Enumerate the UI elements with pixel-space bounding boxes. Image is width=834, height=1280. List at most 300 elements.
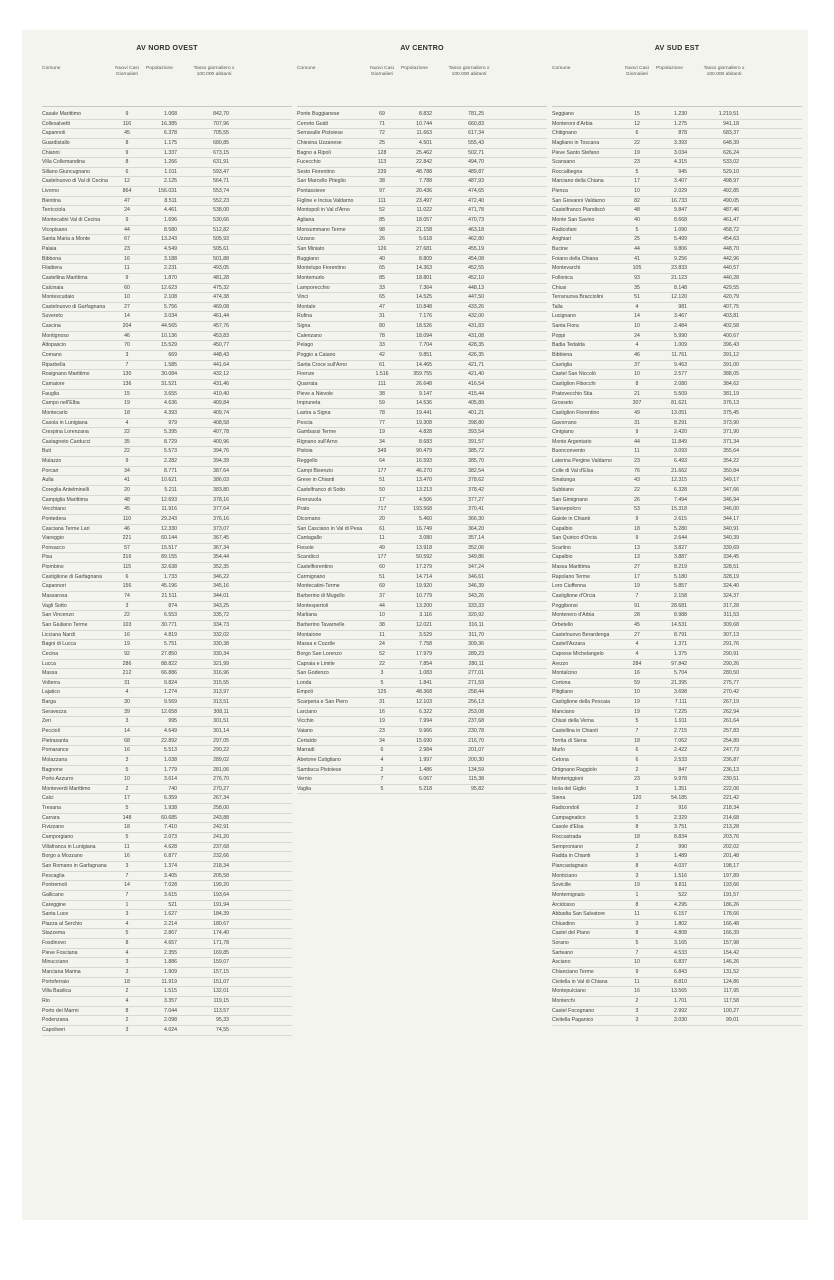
cell-nuovi-casi: 9 — [125, 217, 129, 224]
cell-tasso: 564,71 — [213, 178, 229, 185]
cell-popolazione: 1.266 — [164, 159, 177, 166]
cell-popolazione: 5.704 — [674, 670, 687, 677]
cell-tasso: 146,26 — [723, 959, 739, 966]
cell-tasso: 552,23 — [213, 197, 229, 204]
cell-tasso: 461,47 — [723, 217, 739, 224]
cell-nuovi-casi: 14 — [634, 313, 640, 320]
cell-tasso: 180,67 — [213, 920, 229, 927]
cell-comune: Licciana Nardi — [42, 631, 75, 638]
table-row — [42, 534, 292, 544]
cell-tasso: 354,44 — [213, 554, 229, 561]
cell-nuovi-casi: 68 — [124, 737, 130, 744]
cell-nuovi-casi: 34 — [379, 737, 385, 744]
cell-comune: Firenzuola — [297, 496, 322, 503]
cell-nuovi-casi: 23 — [379, 728, 385, 734]
cell-tasso: 340,39 — [723, 535, 739, 542]
cell-popolazione: 16.593 — [416, 458, 432, 465]
cell-comune: Vernio — [297, 776, 312, 783]
cell-popolazione: 14.714 — [416, 573, 432, 580]
cell-tasso: 529,10 — [723, 168, 739, 175]
cell-tasso: 450,77 — [213, 342, 229, 349]
cell-nuovi-casi: 18 — [634, 834, 640, 841]
table-row — [42, 794, 292, 804]
cell-comune: Capalbio — [552, 554, 573, 561]
cell-popolazione: 88.822 — [161, 660, 177, 667]
cell-nuovi-casi: 61 — [379, 525, 385, 532]
table-row — [552, 120, 802, 130]
table-row — [297, 206, 547, 216]
cell-tasso: 271,59 — [468, 679, 484, 686]
cell-nuovi-casi: 47 — [124, 197, 130, 204]
table-row — [42, 679, 292, 689]
cell-nuovi-casi: 125 — [377, 689, 387, 696]
cell-comune: Montespertoli — [297, 602, 329, 609]
cell-comune: Asciano — [552, 959, 571, 966]
cell-nuovi-casi: 31 — [634, 419, 640, 426]
cell-tasso: 203,76 — [723, 834, 739, 841]
cell-comune: Camaiore — [42, 380, 65, 387]
cell-comune: Roccalbegna — [552, 168, 583, 175]
cell-nuovi-casi: 17 — [379, 496, 385, 503]
cell-tasso: 375,45 — [723, 409, 739, 416]
cell-nuovi-casi: 45 — [124, 506, 130, 513]
cell-tasso: 384,62 — [723, 380, 739, 387]
cell-comune: Montecarlo — [42, 409, 68, 416]
cell-tasso: 186,26 — [723, 901, 739, 908]
cell-nuovi-casi: 14 — [124, 882, 130, 889]
table-row — [42, 669, 292, 679]
cell-comune: Molazzana — [42, 756, 68, 763]
column-av-centro — [297, 42, 547, 794]
table-row — [297, 197, 547, 207]
cell-tasso: 309,36 — [468, 641, 484, 648]
table-row — [552, 206, 802, 216]
cell-popolazione: 21.662 — [671, 467, 687, 474]
table-row — [42, 939, 292, 949]
cell-popolazione: 3.393 — [674, 139, 687, 146]
cell-nuovi-casi: 2 — [635, 805, 639, 812]
table-row — [552, 226, 802, 236]
cell-comune: Marciana Marina — [42, 969, 81, 976]
cell-nuovi-casi: 11 — [379, 535, 385, 542]
table-row — [42, 602, 292, 612]
cell-tasso: 394,39 — [213, 458, 229, 465]
cell-nuovi-casi: 9 — [635, 969, 639, 976]
cell-comune: Rosignano Marittimo — [42, 371, 90, 378]
cell-tasso: 311,53 — [723, 612, 739, 619]
cell-comune: Sansepolcro — [552, 506, 581, 513]
cell-popolazione: 48.788 — [416, 168, 432, 175]
cell-nuovi-casi: 22 — [124, 429, 130, 436]
cell-nuovi-casi: 35 — [634, 284, 640, 291]
table-row — [42, 380, 292, 390]
cell-comune: Marliana — [297, 612, 317, 619]
cell-popolazione: 10.744 — [416, 120, 432, 127]
cell-popolazione: 7.176 — [419, 313, 432, 320]
cell-popolazione: 3.030 — [674, 1017, 687, 1024]
cell-nuovi-casi: 78 — [379, 409, 385, 416]
cell-popolazione: 9.811 — [674, 882, 687, 889]
cell-nuovi-casi: 24 — [379, 641, 385, 648]
cell-comune: Cetona — [552, 756, 569, 763]
cell-popolazione: 32.638 — [161, 564, 177, 571]
cell-nuovi-casi: 3 — [635, 785, 639, 792]
cell-comune: Capoliveri — [42, 1026, 66, 1033]
table-row — [297, 274, 547, 284]
cell-comune: Fosdinovo — [42, 940, 66, 947]
cell-popolazione: 6.837 — [674, 959, 687, 966]
cell-nuovi-casi: 110 — [122, 515, 132, 522]
table-row — [552, 929, 802, 939]
cell-tasso: 311,70 — [468, 631, 484, 638]
table-row — [42, 592, 292, 602]
cell-popolazione: 12.330 — [161, 525, 177, 532]
cell-comune: Ponsacco — [42, 544, 65, 551]
table-row — [42, 361, 292, 371]
table-row — [297, 120, 547, 130]
table-row — [552, 534, 802, 544]
table-row — [552, 255, 802, 265]
cell-popolazione: 2.615 — [674, 515, 687, 522]
table-row — [552, 380, 802, 390]
table-row — [42, 766, 292, 776]
cell-popolazione: 1.886 — [164, 959, 177, 966]
cell-comune: Cecina — [42, 650, 59, 657]
cell-popolazione: 5.395 — [164, 429, 177, 436]
cell-comune: Fivizzano — [42, 824, 64, 831]
cell-tasso: 221,42 — [723, 795, 739, 802]
cell-popolazione: 2.533 — [674, 756, 687, 763]
column-av-nord-ovest — [42, 42, 292, 1036]
cell-comune: Cerreto Guidi — [297, 120, 328, 127]
cell-nuovi-casi: 41 — [124, 477, 130, 484]
cell-nuovi-casi: 71 — [379, 120, 385, 127]
cell-popolazione: 2.420 — [674, 429, 687, 436]
cell-tasso: 502,71 — [468, 149, 484, 156]
cell-popolazione: 10.848 — [416, 303, 432, 310]
cell-popolazione: 12.623 — [161, 284, 177, 291]
table-row — [552, 698, 802, 708]
cell-popolazione: 25.462 — [416, 149, 432, 156]
cell-tasso: 593,47 — [213, 168, 229, 175]
cell-popolazione: 1.515 — [164, 988, 177, 995]
cell-popolazione: 2.867 — [164, 930, 177, 937]
cell-comune: Badia Tedalda — [552, 342, 585, 349]
table-row — [297, 544, 547, 554]
cell-tasso: 117,95 — [723, 988, 739, 995]
cell-comune: Borgo San Lorenzo — [297, 650, 342, 657]
cell-popolazione: 3.827 — [674, 544, 687, 551]
cell-tasso: 421,40 — [468, 371, 484, 378]
cell-tasso: 626,24 — [723, 149, 739, 156]
cell-tasso: 301,51 — [213, 718, 229, 725]
cell-comune: Porto dei Marmi — [42, 1007, 79, 1014]
table-row — [297, 158, 547, 168]
cell-comune: Cinigiano — [552, 429, 574, 436]
cell-popolazione: 1.489 — [674, 853, 687, 860]
cell-tasso: 447,50 — [468, 294, 484, 301]
table-row — [552, 293, 802, 303]
report-sheet — [22, 30, 808, 1220]
cell-popolazione: 11.916 — [161, 506, 177, 513]
cell-comune: Lajatico — [42, 689, 60, 696]
cell-popolazione: 1.696 — [164, 217, 177, 224]
cell-popolazione: 12.315 — [671, 477, 687, 484]
cell-popolazione: 4.636 — [164, 400, 177, 407]
header-popolazione: Popolazione — [401, 66, 428, 71]
cell-popolazione: 3.407 — [674, 178, 687, 185]
cell-nuovi-casi: 72 — [379, 130, 385, 137]
cell-tasso: 680,85 — [213, 139, 229, 146]
cell-popolazione: 19.920 — [416, 583, 432, 590]
cell-popolazione: 7.494 — [674, 496, 687, 503]
cell-popolazione: 5.618 — [419, 236, 432, 243]
cell-nuovi-casi: 4 — [635, 650, 639, 657]
cell-nuovi-casi: 16 — [379, 708, 385, 715]
cell-popolazione: 1.374 — [164, 862, 177, 869]
cell-popolazione: 1.701 — [674, 997, 687, 1004]
cell-popolazione: 1.175 — [164, 139, 177, 146]
table-row — [297, 264, 547, 274]
cell-comune: San Marcello Piteglio — [297, 178, 346, 185]
cell-comune: Buggiano — [297, 255, 319, 262]
cell-comune: Casola in Lunigiana — [42, 419, 88, 426]
cell-tasso: 214,68 — [723, 814, 739, 821]
cell-comune: Rio — [42, 997, 50, 1004]
table-row — [42, 573, 292, 583]
cell-tasso: 431,08 — [468, 332, 484, 339]
cell-comune: Poggibonsi — [552, 602, 578, 609]
table-row — [297, 361, 547, 371]
cell-nuovi-casi: 7 — [125, 361, 129, 368]
cell-comune: Bibbiena — [552, 352, 573, 359]
cell-comune: Crespina Lorenzana — [42, 429, 89, 436]
cell-popolazione: 6.067 — [419, 776, 432, 783]
cell-comune: Marciano della Chiana — [552, 178, 604, 185]
cell-comune: Monticiano — [552, 872, 578, 879]
cell-tasso: 538,00 — [213, 207, 229, 214]
cell-popolazione: 4.461 — [164, 207, 177, 214]
cell-nuovi-casi: 111 — [378, 197, 386, 204]
cell-nuovi-casi: 24 — [124, 207, 130, 214]
cell-nuovi-casi: 21 — [634, 390, 640, 397]
cell-comune: Capalbio — [552, 525, 573, 532]
cell-popolazione: 916 — [678, 805, 687, 812]
header-nuovi-casi: Nuovi Casi Giornalieri — [625, 66, 649, 77]
cell-nuovi-casi: 7 — [635, 728, 639, 734]
cell-comune: Scansano — [552, 159, 576, 166]
cell-nuovi-casi: 103 — [122, 621, 132, 628]
cell-comune: Montignoso — [42, 332, 69, 339]
table-row — [297, 698, 547, 708]
cell-nuovi-casi: 177 — [377, 554, 387, 561]
cell-tasso: 393,54 — [468, 429, 484, 436]
cell-popolazione: 8.148 — [674, 284, 687, 291]
cell-popolazione: 5.499 — [674, 236, 687, 243]
cell-comune: Monteroni d'Arbia — [552, 120, 593, 127]
cell-popolazione: 1.274 — [164, 689, 177, 696]
cell-nuovi-casi: 78 — [379, 332, 385, 339]
table-row — [42, 139, 292, 149]
cell-tasso: 280,50 — [723, 670, 739, 677]
table-row — [297, 785, 547, 795]
table-row — [42, 756, 292, 766]
table-row — [42, 910, 292, 920]
cell-comune: Comano — [42, 352, 62, 359]
cell-popolazione: 4.037 — [674, 862, 687, 869]
cell-popolazione: 9.463 — [674, 361, 687, 368]
cell-popolazione: 2.644 — [674, 535, 687, 542]
cell-nuovi-casi: 3 — [125, 718, 129, 725]
cell-comune: Casciana Terme Lari — [42, 525, 90, 532]
cell-nuovi-casi: 16 — [124, 631, 130, 638]
cell-tasso: 416,54 — [468, 380, 484, 387]
cell-popolazione: 874 — [168, 602, 177, 609]
table-row — [42, 987, 292, 997]
cell-nuovi-casi: 69 — [379, 583, 385, 590]
cell-comune: San Vincenzo — [42, 612, 74, 619]
cell-comune: Casale Marittimo — [42, 111, 81, 117]
cell-comune: Montecatini-Terme — [297, 583, 340, 590]
cell-nuovi-casi: 19 — [634, 149, 640, 156]
cell-popolazione: 1.938 — [164, 805, 177, 812]
cell-nuovi-casi: 18 — [124, 409, 130, 416]
cell-popolazione: 15.517 — [161, 544, 177, 551]
cell-comune: Pescia — [297, 419, 313, 426]
cell-popolazione: 1.733 — [164, 573, 177, 580]
table-row — [552, 872, 802, 882]
cell-nuovi-casi: 116 — [122, 120, 132, 127]
cell-comune: Montenero d'Arbia — [552, 612, 595, 619]
table-row — [297, 322, 547, 332]
table-row — [42, 120, 292, 130]
cell-popolazione: 6.328 — [674, 486, 687, 493]
cell-tasso: 157,15 — [213, 969, 229, 976]
cell-nuovi-casi: 4 — [125, 949, 129, 956]
cell-comune: Rapolano Terme — [552, 573, 590, 580]
cell-comune: Zeri — [42, 718, 51, 725]
table-row — [552, 650, 802, 660]
cell-nuovi-casi: 85 — [379, 274, 385, 281]
cell-tasso: 501,88 — [213, 255, 229, 262]
table-row — [552, 573, 802, 583]
cell-nuovi-casi: 4 — [125, 997, 129, 1004]
cell-comune: Mulazzo — [42, 458, 62, 465]
cell-comune: Castellina Marittima — [42, 274, 88, 281]
table-row — [297, 737, 547, 747]
cell-tasso: 470,73 — [468, 217, 484, 224]
cell-nuovi-casi: 19 — [634, 583, 640, 590]
table-header — [297, 66, 547, 107]
cell-nuovi-casi: 67 — [124, 236, 130, 243]
table-row — [42, 553, 292, 563]
cell-comune: Montaione — [297, 631, 322, 638]
cell-tasso: 367,45 — [213, 535, 229, 542]
cell-popolazione: 4.506 — [419, 496, 432, 503]
cell-popolazione: 7.364 — [419, 284, 432, 291]
cell-comune: Dicomano — [297, 515, 321, 522]
table-row — [552, 332, 802, 342]
cell-nuovi-casi: 22 — [634, 486, 640, 493]
cell-comune: Massa e Cozzile — [297, 641, 336, 648]
cell-popolazione: 4.657 — [164, 940, 177, 947]
cell-nuovi-casi: 42 — [379, 352, 385, 359]
cell-popolazione: 29.243 — [161, 515, 177, 522]
cell-tasso: 242,91 — [213, 824, 229, 831]
cell-popolazione: 5.573 — [164, 448, 177, 455]
cell-nuovi-casi: 22 — [124, 612, 130, 619]
cell-comune: Monteriggioni — [552, 776, 584, 783]
cell-nuovi-casi: 111 — [378, 380, 386, 387]
cell-nuovi-casi: 1 — [125, 901, 129, 908]
cell-nuovi-casi: 9 — [635, 515, 639, 522]
cell-nuovi-casi: 5 — [125, 930, 129, 937]
table-row — [552, 901, 802, 911]
cell-nuovi-casi: 4 — [125, 920, 129, 927]
cell-tasso: 157,98 — [723, 940, 739, 947]
cell-comune: Pieve a Nievole — [297, 390, 334, 397]
cell-nuovi-casi: 6 — [635, 130, 639, 137]
table-row — [297, 611, 547, 621]
cell-popolazione: 13.565 — [671, 988, 687, 995]
table-row — [297, 660, 547, 670]
cell-popolazione: 1.841 — [419, 679, 432, 686]
cell-tasso: 334,73 — [213, 621, 229, 628]
table-row — [42, 235, 292, 245]
cell-popolazione: 4.533 — [674, 949, 687, 956]
cell-popolazione: 12.103 — [416, 699, 432, 706]
cell-comune: Vicchio — [297, 718, 314, 725]
cell-nuovi-casi: 20 — [124, 486, 130, 493]
cell-nuovi-casi: 18 — [634, 737, 640, 744]
table-row — [552, 814, 802, 824]
cell-nuovi-casi: 128 — [377, 149, 387, 156]
cell-nuovi-casi: 23 — [634, 776, 640, 783]
cell-nuovi-casi: 7 — [635, 593, 639, 600]
cell-popolazione: 60.144 — [161, 535, 177, 542]
table-row — [297, 563, 547, 573]
cell-nuovi-casi: 6 — [635, 756, 639, 763]
cell-comune: San Gimignano — [552, 496, 588, 503]
table-row — [297, 428, 547, 438]
cell-comune: Villafranca in Lunigiana — [42, 843, 96, 850]
cell-tasso: 462,80 — [468, 236, 484, 243]
header-tasso: Tasso giornaliero x 100.000 abitanti — [703, 66, 745, 77]
cell-tasso: 371,34 — [723, 438, 739, 445]
cell-comune: Sesto Fiorentino — [297, 168, 335, 175]
cell-tasso: 474,65 — [468, 188, 484, 195]
cell-tasso: 154,42 — [723, 949, 739, 956]
table-row — [42, 457, 292, 467]
cell-tasso: 707,96 — [213, 120, 229, 127]
table-row — [42, 958, 292, 968]
cell-tasso: 391,12 — [723, 352, 739, 359]
cell-popolazione: 7.994 — [419, 718, 432, 725]
cell-comune: Palaia — [42, 245, 57, 252]
cell-popolazione: 4.628 — [164, 843, 177, 850]
cell-comune: Loro Ciuffenna — [552, 583, 586, 590]
cell-tasso: 555,43 — [468, 139, 484, 146]
cell-tasso: 403,81 — [723, 313, 739, 320]
cell-nuovi-casi: 37 — [379, 593, 385, 600]
cell-comune: Montalcino — [552, 670, 578, 677]
table-row — [297, 438, 547, 448]
cell-tasso: 339,69 — [723, 544, 739, 551]
cell-nuovi-casi: 5 — [125, 834, 129, 841]
table-row — [297, 419, 547, 429]
table-row — [42, 438, 292, 448]
cell-nuovi-casi: 19 — [379, 429, 385, 436]
